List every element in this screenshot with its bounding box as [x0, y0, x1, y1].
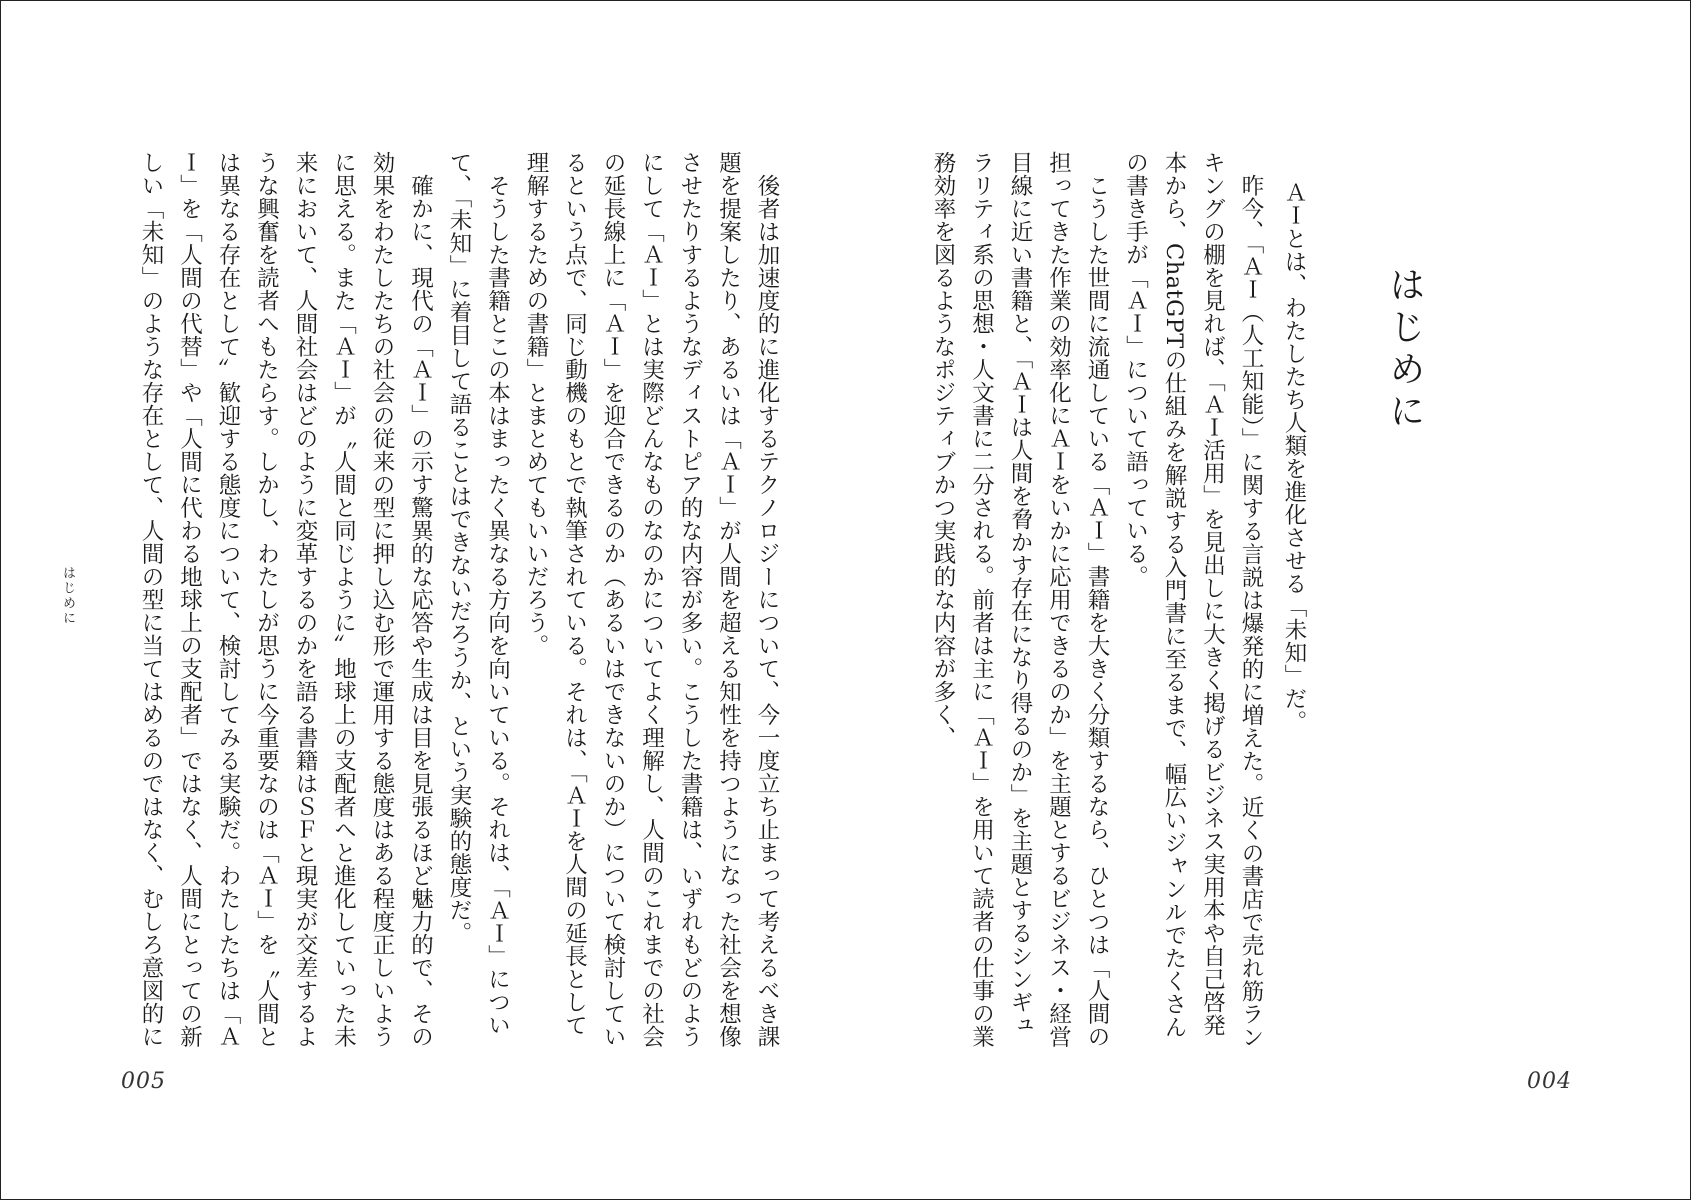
page-number-right: 004	[1527, 1069, 1572, 1094]
page-number-left: 005	[121, 1069, 166, 1094]
paragraph: 後者は加速度的に進化するテクノロジーについて、今一度立ち止まって考えるべき課題を提案したり、あるいは「ＡＩ」が人間を超える知性を持つようになった社会を想像させたりするようなディストピア的な内容が多い。こうした書籍は、いずれもどのようにして「ＡＩ」とは実際どんなものなのかについてよく理解し、人間のこれまでの社会の延長線上に「ＡＩ」を迎合できるのか（あるいはできないのか）について検討しているという点で、同じ動機のもとで執筆されている。それは、「ＡＩを人間の延長として理解するための書籍」とまとめてもいいだろう。	[523, 151, 780, 1048]
paragraph: こうした世間に流通している「ＡＩ」書籍を大きく分類するなら、ひとつは「人間の担ってきた作業の効率化にＡＩをいかに応用できるのか」を主題とするビジネス・経営目線に近い書籍と、「ＡＩは人間を脅かす存在になり得るのか」を主題とするシンギュラリティ系の思想・人文書に二分される。前者は主に「ＡＩ」を用いて読者の仕事の業務効率を図るようなポジティブかつ実践的な内容が多く、	[930, 151, 1110, 1048]
paragraph: 確かに、現代の「ＡＩ」の示す驚異的な応答や生成は目を見張るほど魅力的で、その効果をわたしたちの社会の従来の型に押し込む形で運用する態度はある程度正しいように思える。また「ＡＩ」が〝人間と同じように〟地球上の支配者へと進化していった未来において、人間社会はどのように変革するのかを語る書籍はＳＦと現実が交差するような興奮を読者へもたらす。しかし、わたしが思うに今重要なのは「ＡＩ」を〝人間とは異なる存在として〟歓迎する態度について、検討してみる実験だ。わたしたちは「ＡＩ」を「人間の代替」や「人間に代わる地球上の支配者」ではなく、人間にとっての新しい「未知」のような存在として、人間の型に当てはめるのではなく、むしろ意図的に	[138, 151, 434, 1048]
paragraph: 昨今、「ＡＩ（人工知能）」に関する言説は爆発的に増えた。近くの書店で売れ筋ランキングの棚を見れば、「ＡＩ活用」を見出しに大きく掲げるビジネス実用本や自己啓発本から、ChatGPTの仕組みを解説する入門書に至るまで、幅広いジャンルでたくさんの書き手が「ＡＩ」について語っている。	[1122, 151, 1264, 1048]
chapter-title: はじめに	[1384, 266, 1425, 434]
right-page-body	[710, 151, 1270, 1051]
left-page-body	[126, 151, 786, 1051]
paragraph: そうした書籍とこの本はまったく異なる方向を向いている。それは、「ＡＩ」について、「未知」に着目して語ることはできないだろうか、という実験的態度だ。	[446, 151, 511, 1037]
running-head: はじめに	[60, 566, 75, 626]
chapter-subtitle: ＡＩとは、わたしたち人類を進化させる「未知」だ。	[1281, 181, 1307, 733]
